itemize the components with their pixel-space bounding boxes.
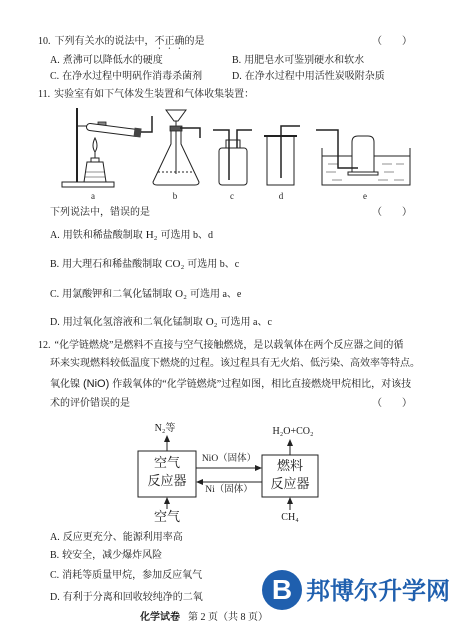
apparatus-label-a: a (91, 191, 95, 201)
option-pre: 用大理石和稀盐酸制取 (62, 259, 163, 270)
option-label: B. (50, 259, 60, 270)
q10-stem-emphasis: 不正确 (154, 36, 185, 47)
diagram-left-output: N₂等 (154, 423, 176, 434)
q12-number: 12. (38, 340, 51, 351)
apparatus-c (213, 130, 252, 185)
alcohol-lamp-flame (93, 138, 97, 152)
q10-option-d (232, 71, 385, 83)
funnel-cup (166, 110, 186, 121)
option-text: 消耗等质量甲烷，参加反应氧气 (62, 570, 203, 581)
option-post: 可选用 b、d (160, 230, 214, 241)
air-reactor-label-1: 空气 (153, 455, 181, 470)
option-label: D. (232, 71, 242, 82)
apparatus-figure (0, 100, 459, 205)
footer-page-number: 第 2 页（共 8 页） (188, 612, 268, 623)
ni-arrow-head (196, 479, 203, 485)
fuel-reactor-label-2: 反应器 (270, 476, 310, 491)
option-label: A. (50, 55, 60, 66)
option-text: 煮沸可以降低水的硬度 (62, 55, 163, 66)
q11-option-a (50, 229, 213, 242)
q11-option-c (50, 288, 241, 301)
q11-answer-paren: （ ） (372, 207, 412, 218)
q12-option-a (50, 532, 183, 544)
q12-option-b (50, 550, 162, 562)
q11-stem-text: 实验室有如下气体发生装置和气体收集装置： (54, 89, 255, 100)
ch4-in-arrow-head (287, 497, 293, 504)
gas-bottle-c-neck (226, 140, 240, 148)
option-post: 可选用 b、c (187, 259, 240, 270)
test-tube-stopper (134, 128, 142, 138)
iron-stand-base (62, 182, 114, 187)
q11-option-b (50, 258, 239, 271)
q12-line-3-formula: (NiO) (83, 378, 110, 390)
q12-line-1-text: “化学链燃烧”是燃料不直接与空气接触燃烧，是以载氧体在两个反应器之间的循 (54, 340, 404, 351)
short-tube-c (237, 130, 252, 148)
gas-bottle-c (219, 148, 247, 185)
apparatus-d (264, 126, 300, 185)
option-label: C. (50, 570, 60, 581)
option-text: 有利于分离和回收较纯净的二氧 (62, 592, 203, 603)
alcohol-lamp-liquid (85, 172, 105, 177)
q12-stem-line-2: 环来实现燃料较低温度下燃烧的过程。该过程具有无火焰、低污染、高效率等特点。 (50, 358, 420, 369)
nio-arrow-label: NiO（固体） (201, 454, 257, 464)
apparatus-a (62, 108, 152, 187)
air-reactor-label-2: 反应器 (147, 473, 187, 488)
q10-stem-pre: 下列有关水的说法中， (54, 36, 155, 47)
option-label: A. (50, 532, 60, 543)
diagram-right-output: H₂O+CO₂ (272, 426, 314, 437)
delivery-tube-d (281, 126, 300, 178)
option-label: B. (50, 550, 60, 561)
q10-stem-post: 的是 (184, 36, 205, 47)
q10-stem (38, 36, 205, 52)
q12-line-3-pre: 氧化镍 (50, 379, 80, 390)
q12-option-c (50, 570, 202, 582)
test-tube-inner (90, 127, 137, 133)
chemical-formula: CO₂ (165, 258, 185, 270)
apparatus-label-c: c (230, 191, 234, 201)
chemical-formula: H₂ (145, 229, 158, 241)
page-footer (140, 612, 268, 624)
diagram-methane-input: CH₄ (281, 512, 299, 523)
q11-option-d (50, 316, 272, 329)
apparatus-e (316, 130, 410, 185)
bottle-shelf-e (348, 172, 378, 175)
q12-option-d (50, 592, 203, 604)
option-pre: 用过氧化氢溶液和二氧化锰制取 (62, 317, 203, 328)
nio-arrow-head (255, 465, 262, 471)
option-post: 可选用 a、e (189, 289, 242, 300)
q10-option-c (50, 71, 202, 83)
q10-number: 10. (38, 36, 51, 47)
option-text: 反应更充分、能源利用率高 (62, 532, 183, 543)
alcohol-lamp-neck (91, 158, 99, 162)
fuel-reactor-label-1: 燃料 (276, 458, 304, 473)
apparatus-label-d: d (278, 191, 284, 201)
option-label: D. (50, 317, 60, 328)
gas-collecting-bottle-e (352, 136, 374, 172)
option-label: B. (232, 55, 242, 66)
q12-line-3-post: 作载氧体的“化学链燃烧”过程如图，相比直接燃烧甲烷相比，对该技 (112, 379, 412, 390)
q12-answer-paren: （ ） (372, 398, 412, 409)
delivery-tube-a (141, 116, 152, 132)
q10-option-b (232, 55, 364, 67)
products-out-arrow-head (287, 439, 293, 446)
q11-number: 11. (38, 89, 51, 100)
option-pre: 用铁和稀盐酸制取 (62, 230, 143, 241)
q12-stem-line-4: 术的评价错误的是 (50, 398, 130, 409)
option-label: C. (50, 289, 60, 300)
q12-stem-line-1 (38, 340, 403, 352)
diagram-air-input: 空气 (153, 509, 181, 524)
air-in-arrow-head (164, 497, 170, 504)
q10-option-a (50, 55, 163, 67)
apparatus-label-b: b (172, 191, 178, 201)
q10-answer-paren: （ ） (372, 36, 412, 47)
option-text: 用肥皂水可鉴别硬水和软水 (244, 55, 365, 66)
long-tube-c (213, 130, 229, 180)
chemical-formula: O₂ (175, 288, 187, 300)
option-text: 在净水过程中明矾作消毒杀菌剂 (62, 71, 203, 82)
ni-arrow-label: Ni（固体） (205, 485, 253, 495)
n2-out-arrow-head (164, 435, 170, 442)
watermark-logo-icon: B (262, 570, 302, 610)
q12-stem-line-3 (50, 378, 411, 391)
option-pre: 用氯酸钾和二氧化锰制取 (62, 289, 173, 300)
chemical-formula: O₂ (205, 316, 218, 328)
apparatus-label-e: e (363, 191, 367, 201)
option-text: 较安全，减少爆炸风险 (62, 550, 163, 561)
option-post: 可选用 a、c (220, 317, 272, 328)
delivery-tube-b (180, 128, 200, 138)
footer-subject: 化学试卷 (140, 612, 180, 623)
option-label: D. (50, 592, 60, 603)
option-label: C. (50, 71, 60, 82)
option-label: A. (50, 230, 60, 241)
q11-sub-stem: 下列说法中，错误的是 (50, 207, 150, 218)
option-text: 在净水过程中用活性炭吸附杂质 (244, 71, 385, 82)
watermark-text: 邦博尔升学网 (306, 577, 450, 605)
chemical-looping-diagram (0, 415, 459, 530)
apparatus-b (153, 110, 200, 185)
